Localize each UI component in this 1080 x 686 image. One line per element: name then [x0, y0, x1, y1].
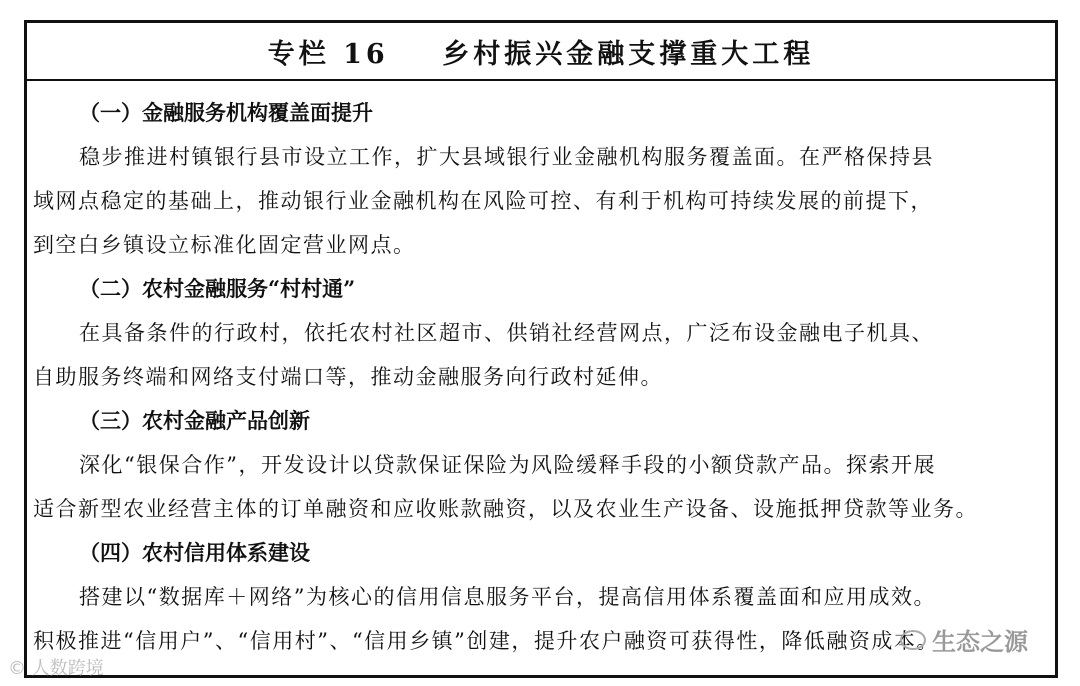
section-heading-2: （二）农村金融服务“村村通”	[79, 276, 356, 301]
text-line: 自助服务终端和网络支付端口等，推动金融服务向行政村延伸。	[33, 365, 663, 389]
section-paragraph-3	[27, 443, 1055, 531]
watermark-right	[900, 622, 1028, 657]
section-heading-4: （四）农村信用体系建设	[79, 540, 310, 565]
page-title: 专栏 16 乡村振兴金融支撑重大工程	[267, 38, 815, 70]
content	[27, 81, 1055, 663]
section-heading-1: （一）金融服务机构覆盖面提升	[79, 100, 373, 125]
text-line: 到空白乡镇设立标准化固定营业网点。	[33, 233, 416, 257]
section-heading-3: （三）农村金融产品创新	[79, 408, 310, 433]
text-line: 稳步推进村镇银行县市设立工作，扩大县域银行业金融机构服务覆盖面。在严格保持县	[79, 145, 934, 169]
column-box	[24, 20, 1058, 678]
section-paragraph-1	[27, 135, 1055, 267]
section-paragraph-2	[27, 311, 1055, 399]
watermark-left: © 人数跨境	[8, 658, 104, 679]
title-bar	[27, 23, 1055, 81]
watermark-text: 生态之源	[932, 628, 1028, 656]
text-line: 深化“银保合作”，开发设计以贷款保证保险为风险缓释手段的小额贷款产品。探索开展	[79, 453, 936, 477]
wechat-icon	[900, 630, 926, 650]
text-line: 搭建以“数据库＋网络”为核心的信用信息服务平台，提高信用体系覆盖面和应用成效。	[79, 585, 936, 609]
text-line: 在具备条件的行政村，依托农村社区超市、供销社经营网点，广泛布设金融电子机具、	[79, 321, 934, 345]
text-line: 积极推进“信用户”、“信用村”、“信用乡镇”创建，提升农户融资可获得性，降低融资成本。	[33, 629, 939, 653]
text-line: 域网点稳定的基础上，推动银行业金融机构在风险可控、有利于机构可持续发展的前提下，	[33, 189, 933, 213]
text-line: 适合新型农业经营主体的订单融资和应收账款融资，以及农业生产设备、设施抵押贷款等业务。	[33, 497, 978, 521]
